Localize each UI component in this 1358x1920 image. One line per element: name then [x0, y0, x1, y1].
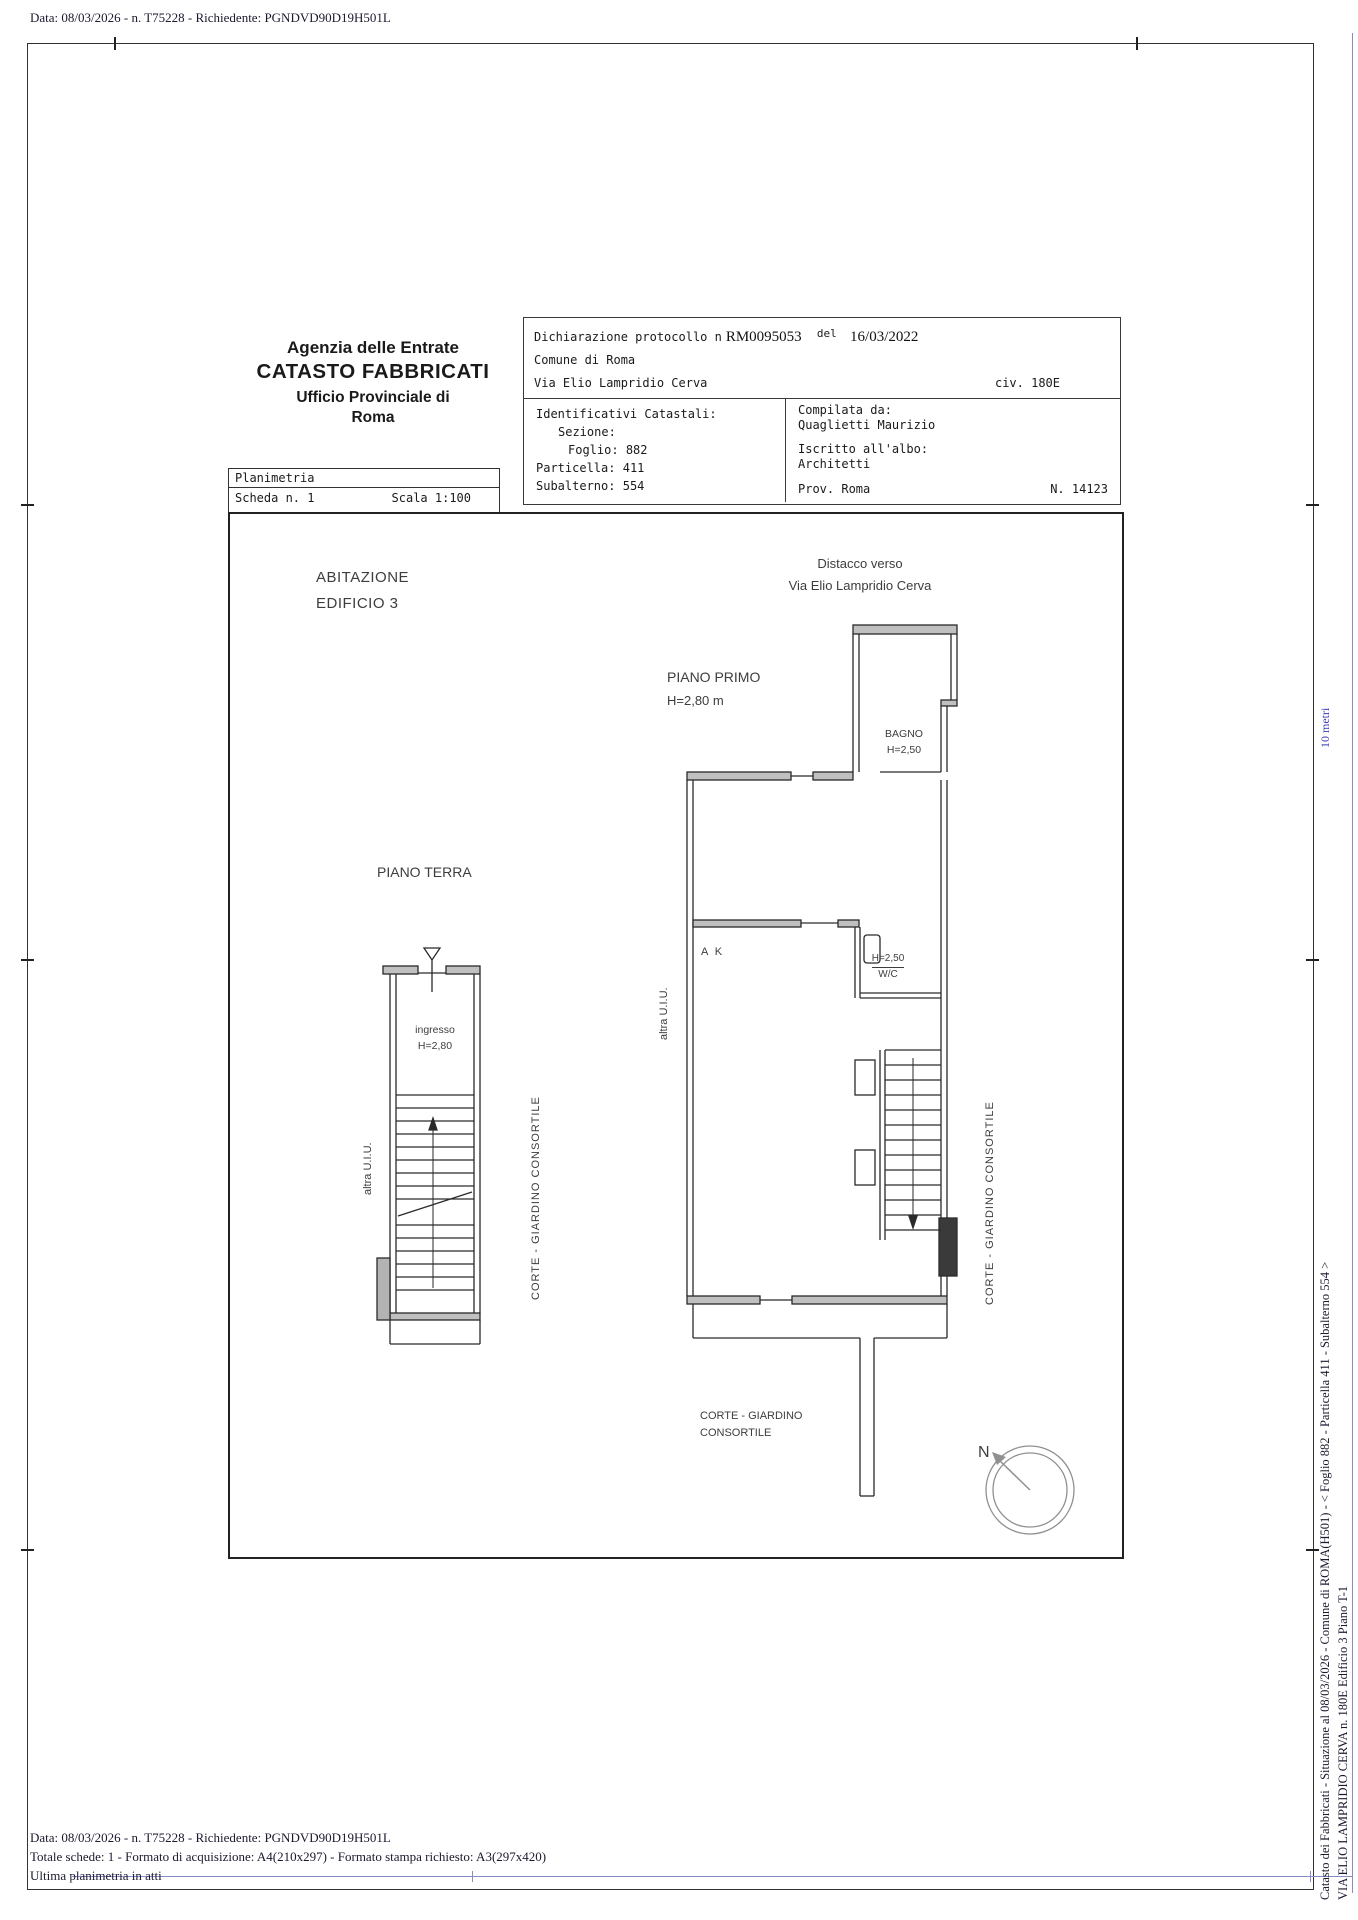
compiler-panel	[786, 399, 1120, 502]
wc-label	[858, 952, 918, 982]
protocol-date: 16/03/2022	[850, 329, 919, 345]
subalterno-value: 554	[622, 479, 645, 493]
corte-label-bottom	[700, 1408, 802, 1442]
bagno-name: BAGNO	[885, 728, 923, 740]
comune-line: Comune di Roma	[534, 353, 636, 367]
ingresso-label	[400, 1022, 470, 1054]
corte-bottom-line2: CONSORTILE	[700, 1427, 772, 1439]
distacco-line1: Distacco verso	[817, 556, 903, 571]
protocol-number: RM0095053	[725, 329, 802, 345]
distacco-label	[765, 553, 955, 597]
agency-name: Agenzia delle Entrate	[287, 338, 459, 357]
corte-bottom-line1: CORTE - GIARDINO	[700, 1410, 803, 1422]
planimetria-card	[228, 468, 500, 514]
ingresso-name: ingresso	[415, 1024, 455, 1036]
ak-label: A K	[701, 946, 725, 958]
registry-title: CATASTO FABBRICATI	[256, 360, 490, 383]
foglio-label: Foglio:	[568, 443, 619, 457]
fold-tick	[1310, 1871, 1311, 1882]
fold-line-horizontal	[72, 1876, 1353, 1877]
abitazione-line2: EDIFICIO 3	[316, 595, 399, 612]
frame-tick	[1306, 504, 1319, 506]
civic-number: civ. 180E	[994, 376, 1060, 390]
fold-line-vertical	[1352, 33, 1353, 1893]
cadastral-ids-panel	[524, 399, 786, 502]
sezione-row: Sezione:	[558, 425, 616, 439]
compiler-number: N. 14123	[1050, 482, 1108, 496]
frame-tick	[21, 959, 34, 961]
particella-label: Particella:	[536, 461, 616, 475]
piano-terra-label: PIANO TERRA	[377, 864, 472, 880]
compiler-prov: Prov. Roma	[798, 482, 871, 496]
bagno-height: H=2,50	[886, 744, 922, 756]
footer-line2: Totale schede: 1 - Formato di acquisizione: A4(210x297) - Formato stampa richiesto: A3(297x420)	[30, 1849, 547, 1864]
scheda-number: Scheda n. 1	[235, 491, 315, 505]
office-city: Roma	[351, 409, 395, 426]
wc-height: H=2,50	[872, 952, 905, 968]
albo-label: Iscritto all'albo:	[798, 442, 929, 456]
wc-name: W/C	[878, 969, 898, 980]
abitazione-line1: ABITAZIONE	[316, 569, 410, 586]
declaration-box	[523, 317, 1121, 505]
bagno-label	[868, 726, 940, 758]
scala-value: Scala 1:100	[391, 491, 471, 505]
scale-note: 10 metri	[1318, 707, 1332, 748]
frame-tick	[1306, 959, 1319, 961]
frame-tick	[114, 37, 116, 50]
side-margin-line2: VIA ELIO LAMPRIDIO CERVA n. 180E Edificio 3 Piano T-1	[1336, 1585, 1350, 1900]
frame-tick	[21, 504, 34, 506]
side-margin-line1: Catasto dei Fabbricati - Situazione al 08/03/2026 - Comune di ROMA(H501) - < Foglio 882 - Particella 411 - Subalterno 554 >	[1318, 1261, 1332, 1900]
del-label: del	[816, 327, 837, 340]
top-margin-info: Data: 08/03/2026 - n. T75228 - Richiedente: PGNDVD90D19H501L	[30, 10, 391, 25]
corte-label-right: CORTE - GIARDINO CONSORTILE	[984, 1101, 996, 1305]
altra-uiu-label-left: altra U.I.U.	[362, 1142, 374, 1195]
abitazione-label	[316, 565, 409, 617]
foglio-value: 882	[625, 443, 648, 457]
footer-line1: Data: 08/03/2026 - n. T75228 - Richiedente: PGNDVD90D19H501L	[30, 1830, 391, 1845]
piano-primo-title: PIANO PRIMO	[667, 669, 761, 685]
office-line: Ufficio Provinciale di	[296, 389, 450, 406]
street-line: Via Elio Lampridio Cerva	[534, 376, 708, 390]
piano-primo-label	[667, 666, 760, 712]
altra-uiu-label-right: altra U.I.U.	[658, 987, 670, 1040]
piano-primo-height: H=2,80 m	[667, 693, 724, 708]
albo-value: Architetti	[798, 457, 871, 471]
distacco-line2: Via Elio Lampridio Cerva	[788, 578, 932, 593]
agency-header	[228, 338, 518, 427]
declaration-header	[524, 318, 1120, 399]
compiler-title: Compilata da:	[798, 403, 892, 417]
north-label: N	[978, 1444, 990, 1461]
protocol-label: Dichiarazione protocollo n	[534, 330, 722, 344]
compiler-name: Quaglietti Maurizio	[798, 418, 936, 432]
frame-tick	[1136, 37, 1138, 50]
ingresso-height: H=2,80	[417, 1040, 453, 1052]
fold-tick	[472, 1871, 473, 1882]
particella-value: 411	[622, 461, 645, 475]
frame-tick	[21, 1549, 34, 1551]
planimetria-title: Planimetria	[229, 469, 499, 488]
corte-label-left: CORTE - GIARDINO CONSORTILE	[530, 1096, 542, 1300]
subalterno-label: Subalterno:	[536, 479, 616, 493]
cadastral-title: Identificativi Catastali:	[536, 407, 717, 421]
footer-line3: Ultima planimetria in atti	[30, 1868, 162, 1883]
